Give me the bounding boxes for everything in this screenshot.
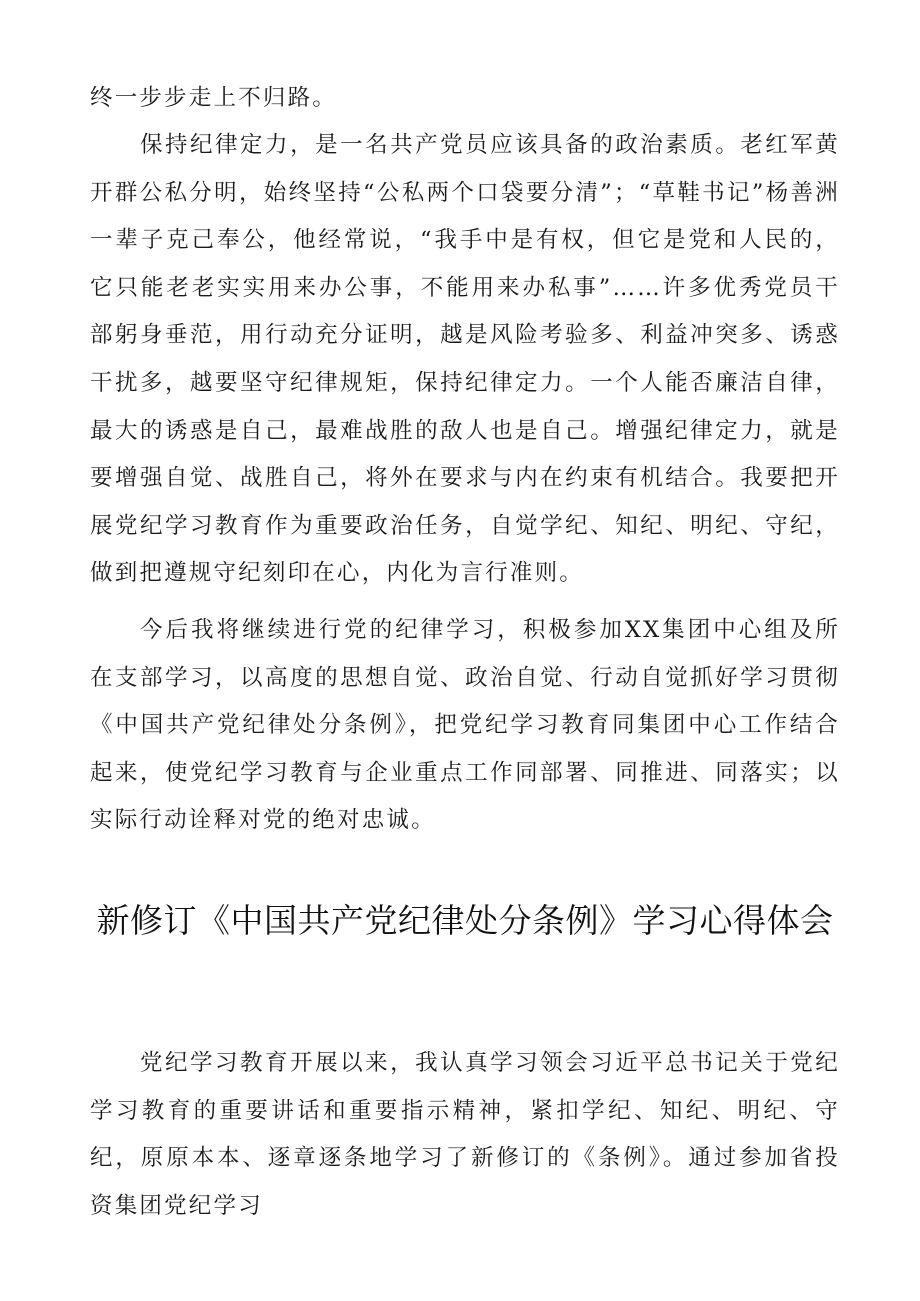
article-heading: 新修订《中国共产党纪律处分条例》学习心得体会	[96, 901, 834, 940]
paragraph-study-report: 党纪学习教育开展以来，我认真学习领会习近平总书记关于党纪学习教育的重要讲话和重要指示精神，紧扣学纪、知纪、明纪、守纪，原原本本、逐章逐条地学习了新修订的《条例》。通过参加省投资集团党纪学习	[90, 1050, 840, 1219]
paragraph-future-study: 今后我将继续进行党的纪律学习，积极参加XX集团中心组及所在支部学习，以高度的思想自觉、政治自觉、行动自觉抓好学习贯彻《中国共产党纪律处分条例》，把党纪学习教育同集团中心工作结合起来，使党纪学习教育与企业重点工作同部署、同推进、同落实；以实际行动诠释对党的绝对忠诚。	[90, 617, 840, 834]
paragraph-continuation: 终一步步走上不归路。	[90, 85, 338, 111]
paragraph-discipline-resolve: 保持纪律定力，是一名共产党员应该具备的政治素质。老红军黄开群公私分明，始终坚持“公私两个口袋要分清”；“草鞋书记”杨善洲一辈子克己奉公，他经常说，“我手中是有权，但它是党和人民的，它只能老老实实用来办公事，不能用来办私事”……许多优秀党员干部躬身垂范，用行动充分证明，越是风险考验多、利益冲突多、诱惑干扰多，越要坚守纪律规矩，保持纪律定力。一个人能否廉洁自律，最大的诱惑是自己，最难战胜的敌人也是自己。增强纪律定力，就是要增强自觉、战胜自己，将外在要求与内在约束有机结合。我要把开展党纪学习教育作为重要政治任务，自觉学纪、知纪、明纪、守纪，做到把遵规守纪刻印在心，内化为言行准则。	[90, 132, 840, 587]
